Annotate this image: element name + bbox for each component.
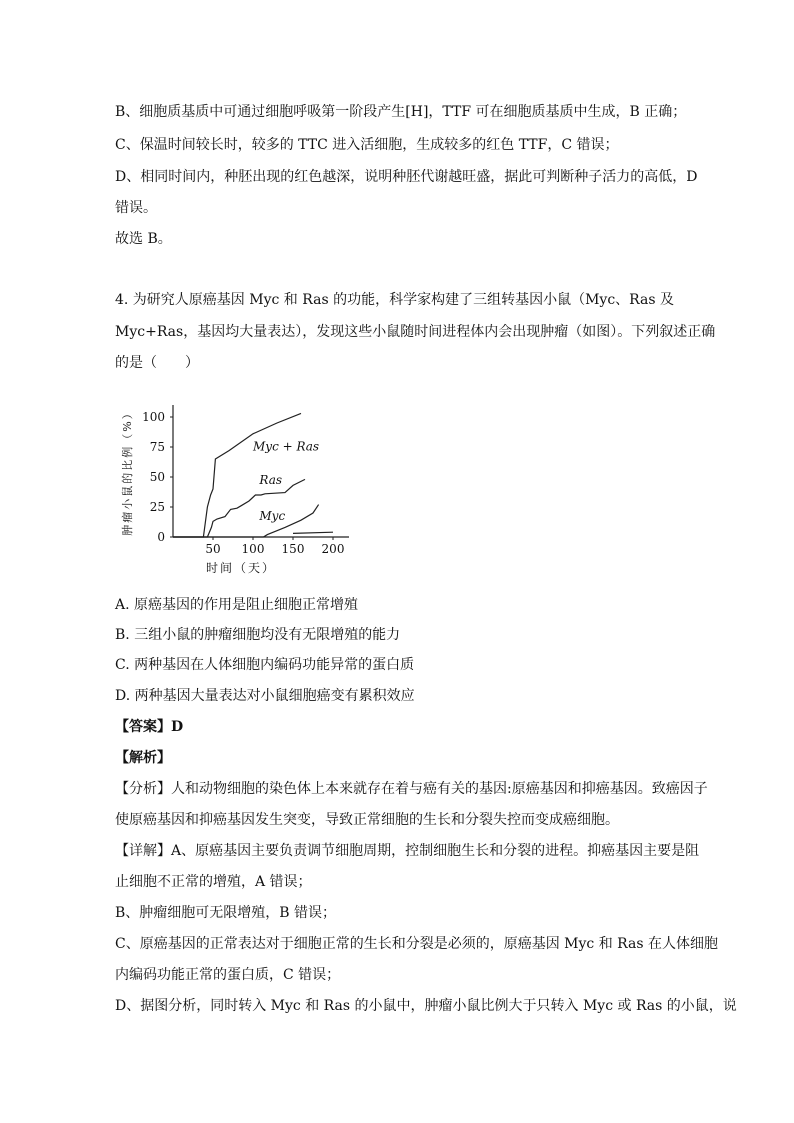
option-b[interactable]: B. 三组小鼠的肿瘤细胞均没有无限增殖的能力 — [115, 627, 401, 643]
explain-c-line1: C、原癌基因的正常表达对于细胞正常的生长和分裂是必须的，原癌基因 Myc 和 Ras 在人体细胞 — [115, 936, 718, 952]
prev-answer-d-line2: 错误。 — [115, 200, 157, 216]
question-stem-line1: 4. 为研究人原癌基因 Myc 和 Ras 的功能，科学家构建了三组转基因小鼠（Myc、Ras 及 — [115, 292, 675, 308]
fenxi-line1: 【分析】人和动物细胞的染色体上本来就存在着与癌有关的基因:原癌基因和抑癌基因。致癌因子 — [115, 781, 708, 797]
prev-answer-d-line1: D、相同时间内，种胚出现的红色越深，说明种胚代谢越旺盛，据此可判断种子活力的高低，D — [115, 169, 698, 185]
prev-answer-c: C、保温时间较长时，较多的 TTC 进入活细胞，生成较多的红色 TTF，C 错误； — [115, 137, 619, 153]
question-stem-line2: Myc+Ras，基因均大量表达），发现这些小鼠随时间进程体内会出现肿瘤（如图）。下列叙述正确 — [115, 324, 716, 340]
prev-answer-choice: 故选 B。 — [115, 231, 172, 247]
option-d[interactable]: D. 两种基因大量表达对小鼠细胞癌变有累积效应 — [115, 688, 415, 704]
tumor-ratio-chart — [118, 392, 368, 577]
series-line-myc — [173, 505, 319, 537]
explain-d-line1: D、据图分析，同时转入 Myc 和 Ras 的小鼠中，肿瘤小鼠比例大于只转入 Myc 或 Ras 的小鼠，说 — [115, 998, 737, 1014]
x-tick-label: 200 — [321, 542, 345, 556]
explain-c-line2: 内编码功能正常的蛋白质，C 错误； — [115, 967, 341, 983]
y-axis-title: 肿瘤小鼠的比例（%） — [121, 406, 134, 536]
y-tick-label: 100 — [142, 410, 165, 424]
baseline-tail-line — [293, 532, 333, 533]
xiangjie-line2: 止细胞不正常的增殖，A 错误； — [115, 874, 312, 890]
series-label: Myc + Ras — [253, 439, 320, 454]
x-tick-label: 50 — [205, 542, 221, 556]
chart-series — [173, 413, 333, 537]
fenxi-line2: 使原癌基因和抑癌基因发生突变，导致正常细胞的生长和分裂失控而变成癌细胞。 — [115, 812, 619, 828]
y-tick-label: 75 — [149, 440, 165, 454]
xiangjie-line1: 【详解】A、原癌基因主要负责调节细胞周期，控制细胞生长和分裂的进程。抑癌基因主要是阻 — [115, 843, 700, 859]
x-tick-label: 150 — [281, 542, 305, 556]
series-line-ras — [173, 479, 305, 537]
explain-b: B、肿瘤细胞可无限增殖，B 错误； — [115, 905, 337, 921]
question-stem-line3: 的是（ ） — [115, 355, 199, 371]
y-tick-label: 0 — [157, 530, 165, 544]
y-tick-label: 50 — [149, 470, 165, 484]
chart-labels — [120, 406, 344, 575]
analysis-label: 【解析】 — [115, 750, 171, 766]
series-label: Ras — [259, 473, 283, 488]
x-axis-title: 时间（天） — [205, 561, 277, 575]
y-tick-label: 25 — [149, 500, 165, 514]
option-c[interactable]: C. 两种基因在人体细胞内编码功能异常的蛋白质 — [115, 657, 415, 673]
x-tick-label: 100 — [241, 542, 265, 556]
answer-label: 【答案】D — [115, 719, 184, 735]
series-label: Myc — [259, 509, 286, 524]
prev-answer-b: B、细胞质基质中可通过细胞呼吸第一阶段产生[H]，TTF 可在细胞质基质中生成，B 正确； — [115, 104, 687, 120]
option-a[interactable]: A. 原癌基因的作用是阻止细胞正常增殖 — [115, 597, 359, 613]
